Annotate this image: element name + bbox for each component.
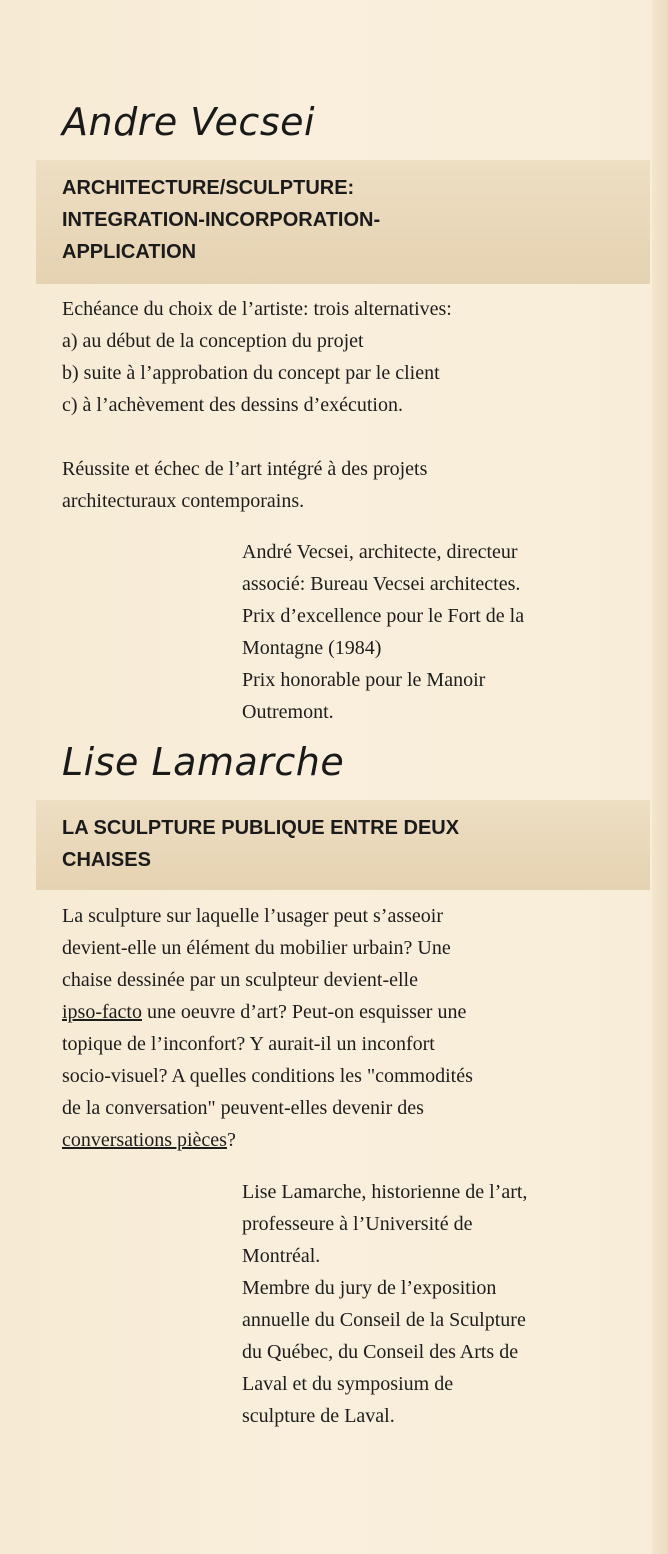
abstract-line [62,1124,622,1156]
bio-line: sculpture de Laval. [242,1405,395,1427]
bio-vecsei [242,536,632,728]
bio-line: associé: Bureau Vecsei architectes. [242,573,521,595]
bio-line: Montagne (1984) [242,637,382,659]
abstract-line: La sculpture sur laquelle l’usager peut s’asseoir [62,905,443,927]
abstract-text: une oeuvre d’art? Peut-on esquisser une [141,1001,467,1023]
abstract-line: devient-elle un élément du mobilier urbain? Une [62,937,451,959]
bio-line: du Québec, du Conseil des Arts de [242,1341,519,1363]
abstract-line: Echéance du choix de l’artiste: trois alternatives: [62,298,452,320]
speaker-name-lamarche: Lise Lamarche [62,740,345,784]
abstract-line: a) au début de la conception du projet [62,330,364,352]
spacer [62,421,622,453]
bio-line: André Vecsei, architecte, directeur [242,541,518,563]
abstract-line: c) à l’achèvement des dessins d’exécution. [62,394,403,416]
page-edge [652,0,668,1554]
bio-lamarche [242,1176,632,1432]
title-band-vecsei [36,160,650,284]
bio-line: professeure à l’Université de [242,1213,473,1235]
bio-line: Prix d’excellence pour le Fort de la [242,605,525,627]
title-band-lamarche [36,800,650,890]
abstract-line: chaise dessinée par un sculpteur devient-elle [62,969,418,991]
abstract-vecsei [62,293,622,517]
talk-title-lamarche: LA SCULPTURE PUBLIQUE ENTRE DEUX CHAISES [62,817,460,871]
underlined-term: conversations pièces [62,1129,227,1151]
speaker-name-vecsei: Andre Vecsei [62,100,316,144]
bio-line: Prix honorable pour le Manoir [242,669,486,691]
underlined-term: ipso-facto [62,1001,142,1023]
talk-title-vecsei: ARCHITECTURE/SCULPTURE: INTEGRATION-INCORPORATION- APPLICATION [62,177,381,263]
bio-line: Outremont. [242,701,334,723]
abstract-lamarche [62,900,622,1156]
bio-line: Laval et du symposium de [242,1373,454,1395]
bio-line: annuelle du Conseil de la Sculpture [242,1309,526,1331]
abstract-line [62,996,622,1028]
abstract-line: socio-visuel? A quelles conditions les "commodités [62,1065,473,1087]
bio-line: Membre du jury de l’exposition [242,1277,497,1299]
bio-line: Montréal. [242,1245,321,1267]
abstract-line: b) suite à l’approbation du concept par le client [62,362,440,384]
bio-line: Lise Lamarche, historienne de l’art, [242,1181,528,1203]
abstract-line: de la conversation" peuvent-elles devenir des [62,1097,424,1119]
abstract-line: architecturaux contemporains. [62,490,305,512]
abstract-text: ? [226,1129,236,1151]
abstract-line: topique de l’inconfort? Y aurait-il un inconfort [62,1033,435,1055]
abstract-line: Réussite et échec de l’art intégré à des projets [62,458,428,480]
